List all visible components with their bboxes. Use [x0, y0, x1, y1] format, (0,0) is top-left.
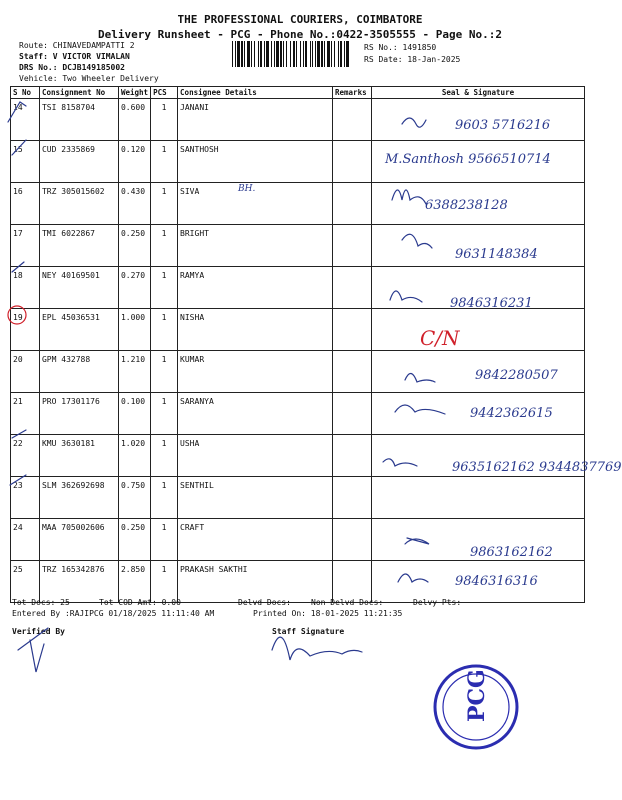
- row-weight: 1.000: [118, 309, 150, 351]
- row-sno: 23: [11, 477, 40, 519]
- row-consignee: BRIGHT: [178, 225, 333, 267]
- barcode-bar: [324, 41, 325, 67]
- row-sno: 18: [11, 267, 40, 309]
- row-consignment-no: TRZ 305015602: [39, 183, 118, 225]
- handwritten-phone: M.Santhosh 9566510714: [385, 152, 551, 167]
- barcode-bar: [312, 41, 313, 67]
- row-consignee: JANANI: [178, 99, 333, 141]
- document-subtitle: Delivery Runsheet - PCG - Phone No.:0422-3505555 - Page No.:2: [98, 28, 502, 41]
- row-pcs: 1: [151, 561, 178, 603]
- barcode-bar: [237, 41, 240, 67]
- row-consignee: PRAKASH SAKTHI: [178, 561, 333, 603]
- row-consignment-no: TMI 6022867: [39, 225, 118, 267]
- barcode-bar: [344, 41, 345, 67]
- row-sno: 25: [11, 561, 40, 603]
- barcode-bar: [235, 41, 236, 67]
- barcode-bar: [251, 41, 252, 67]
- barcode-bar: [266, 41, 269, 67]
- row-sno: 16: [11, 183, 40, 225]
- table-row: [11, 477, 585, 519]
- barcode-bar: [247, 41, 250, 67]
- barcode-bar: [283, 41, 284, 67]
- barcode-bar: [293, 41, 295, 67]
- barcode-bar: [264, 41, 265, 67]
- row-remarks: [333, 183, 372, 225]
- barcode-bar: [303, 41, 304, 67]
- row16-note: BH.: [238, 184, 256, 194]
- barcode-bar: [232, 41, 233, 67]
- barcode-bar: [244, 41, 245, 67]
- rs-date: RS Date: 18-Jan-2025: [364, 55, 461, 64]
- row-consignment-no: TRZ 165342876: [39, 561, 118, 603]
- col-header-remarks: Remarks: [333, 87, 372, 99]
- row-remarks: [333, 519, 372, 561]
- handwritten-phone: 9842280507: [475, 368, 558, 383]
- non-delivered-docs: Non Delvd Docs:: [311, 598, 384, 607]
- barcode-bar: [300, 41, 301, 67]
- verified-by-label: Verified By: [12, 627, 65, 636]
- row-consignee: NISHA: [178, 309, 333, 351]
- handwritten-phone: 9631148384: [455, 247, 538, 262]
- barcode-bar: [315, 41, 316, 67]
- row-remarks: [333, 393, 372, 435]
- col-header-consignee: Consignee Details: [178, 87, 333, 99]
- row-weight: 0.250: [118, 519, 150, 561]
- printed-on: Printed On: 18-01-2025 11:21:35: [253, 609, 403, 618]
- row-pcs: 1: [151, 267, 178, 309]
- barcode-bar: [331, 41, 332, 67]
- col-header-consignment: Consignment No: [39, 87, 118, 99]
- drs-info: DRS No.: DCJB149185002: [19, 63, 125, 72]
- row-consignment-no: SLM 362692698: [39, 477, 118, 519]
- row-pcs: 1: [151, 435, 178, 477]
- table-row: [11, 309, 585, 351]
- handwritten-phone: 9846316316: [455, 574, 538, 589]
- barcode-bar: [296, 41, 297, 67]
- row-remarks: [333, 351, 372, 393]
- barcode-bar: [274, 41, 275, 67]
- row-consignment-no: PRO 17301176: [39, 393, 118, 435]
- row-weight: 0.120: [118, 141, 150, 183]
- row-pcs: 1: [151, 393, 178, 435]
- row-sno: 20: [11, 351, 40, 393]
- row-consignee: RAMYA: [178, 267, 333, 309]
- delivered-docs: Delvd Docs:: [238, 598, 291, 607]
- total-docs: Tot Docs: 25: [12, 598, 70, 607]
- row-weight: 0.100: [118, 393, 150, 435]
- row-signature: [371, 477, 584, 519]
- row-remarks: [333, 561, 372, 603]
- row-remarks: [333, 435, 372, 477]
- row-pcs: 1: [151, 225, 178, 267]
- total-cod: Tot COD Amt: 0.00: [99, 598, 181, 607]
- row-remarks: [333, 477, 372, 519]
- row-consignee: SANTHOSH: [178, 141, 333, 183]
- row-weight: 0.250: [118, 225, 150, 267]
- barcode-bar: [280, 41, 282, 67]
- row-consignee: KUMAR: [178, 351, 333, 393]
- staff-signature-scribble: [272, 637, 362, 660]
- row-sno: 14: [11, 99, 40, 141]
- barcode-bar: [310, 41, 311, 67]
- barcode-bar: [346, 41, 349, 67]
- row-signature: [371, 309, 584, 351]
- table-header-row: [11, 87, 585, 99]
- row-weight: 1.210: [118, 351, 150, 393]
- row-weight: 0.750: [118, 477, 150, 519]
- row-weight: 0.430: [118, 183, 150, 225]
- barcode-bar: [276, 41, 279, 67]
- barcode-bar: [290, 41, 291, 67]
- barcode-bar: [241, 41, 243, 67]
- row-consignment-no: KMU 3630181: [39, 435, 118, 477]
- delivery-points: Delvy Pts:: [413, 598, 462, 607]
- row-consignee: CRAFT: [178, 519, 333, 561]
- row-pcs: 1: [151, 351, 178, 393]
- route-info: Route: CHINAVEDAMPATTI 2: [19, 41, 135, 50]
- row-consignment-no: TSI 8158704: [39, 99, 118, 141]
- row-consignment-no: EPL 45036531: [39, 309, 118, 351]
- row-weight: 1.020: [118, 435, 150, 477]
- row-weight: 0.270: [118, 267, 150, 309]
- row-remarks: [333, 141, 372, 183]
- row-consignee: USHA: [178, 435, 333, 477]
- row-consignee: SIVA: [178, 183, 333, 225]
- barcode-image: [232, 41, 350, 67]
- barcode-bar: [334, 41, 335, 67]
- row-remarks: [333, 309, 372, 351]
- col-header-weight: Weight: [118, 87, 150, 99]
- row-pcs: 1: [151, 183, 178, 225]
- entered-by: Entered By :RAJIPCG 01/18/2025 11:11:40 AM: [12, 609, 215, 618]
- row-consignment-no: NEY 40169501: [39, 267, 118, 309]
- barcode-bar: [321, 41, 323, 67]
- row-sno: 22: [11, 435, 40, 477]
- row-sno: 17: [11, 225, 40, 267]
- handwritten-phone: 9603 5716216: [455, 118, 551, 133]
- row-remarks: [333, 267, 372, 309]
- row-sno: 21: [11, 393, 40, 435]
- stamp-text: PCG: [464, 669, 490, 722]
- barcode-bar: [317, 41, 320, 67]
- staff-signature-label: Staff Signature: [272, 627, 345, 636]
- row-remarks: [333, 99, 372, 141]
- handwritten-phone: 9863162162: [470, 545, 553, 560]
- barcode-bar: [305, 41, 307, 67]
- barcode-bar: [254, 41, 255, 67]
- row-consignee: SENTHIL: [178, 477, 333, 519]
- col-header-pcs: PCS: [151, 87, 178, 99]
- barcode-bar: [338, 41, 339, 67]
- barcode-bar: [327, 41, 330, 67]
- row-consignment-no: CUD 2335869: [39, 141, 118, 183]
- handwritten-phone: 9846316231: [450, 296, 533, 311]
- vehicle-info: Vehicle: Two Wheeler Delivery: [19, 74, 159, 83]
- barcode-bar: [286, 41, 287, 67]
- row-consignment-no: GPM 432788: [39, 351, 118, 393]
- row-sno: 15: [11, 141, 40, 183]
- row-weight: 2.850: [118, 561, 150, 603]
- staff-info: Staff: V VICTOR VIMALAN: [19, 52, 130, 61]
- col-header-sno: S No: [11, 87, 40, 99]
- handwritten-phone: 9442362615: [470, 406, 553, 421]
- barcode-bar: [258, 41, 259, 67]
- col-header-signature: Seal & Signature: [371, 87, 584, 99]
- document-title: THE PROFESSIONAL COURIERS, COIMBATORE: [177, 13, 423, 26]
- row-weight: 0.600: [118, 99, 150, 141]
- row-sno: 19: [11, 309, 40, 351]
- row-pcs: 1: [151, 99, 178, 141]
- row-remarks: [333, 225, 372, 267]
- barcode-bar: [260, 41, 262, 67]
- row-consignee: SARANYA: [178, 393, 333, 435]
- handwritten-phone: 9635162162 9344837769: [452, 460, 622, 475]
- row-pcs: 1: [151, 519, 178, 561]
- handwritten-phone: C/N: [420, 326, 460, 350]
- row-pcs: 1: [151, 309, 178, 351]
- rs-number: RS No.: 1491850: [364, 43, 437, 52]
- barcode-bar: [340, 41, 342, 67]
- barcode-bar: [271, 41, 272, 67]
- row-pcs: 1: [151, 141, 178, 183]
- row-pcs: 1: [151, 477, 178, 519]
- handwritten-phone: 6388238128: [425, 198, 508, 213]
- row-consignment-no: MAA 705002606: [39, 519, 118, 561]
- row-sno: 24: [11, 519, 40, 561]
